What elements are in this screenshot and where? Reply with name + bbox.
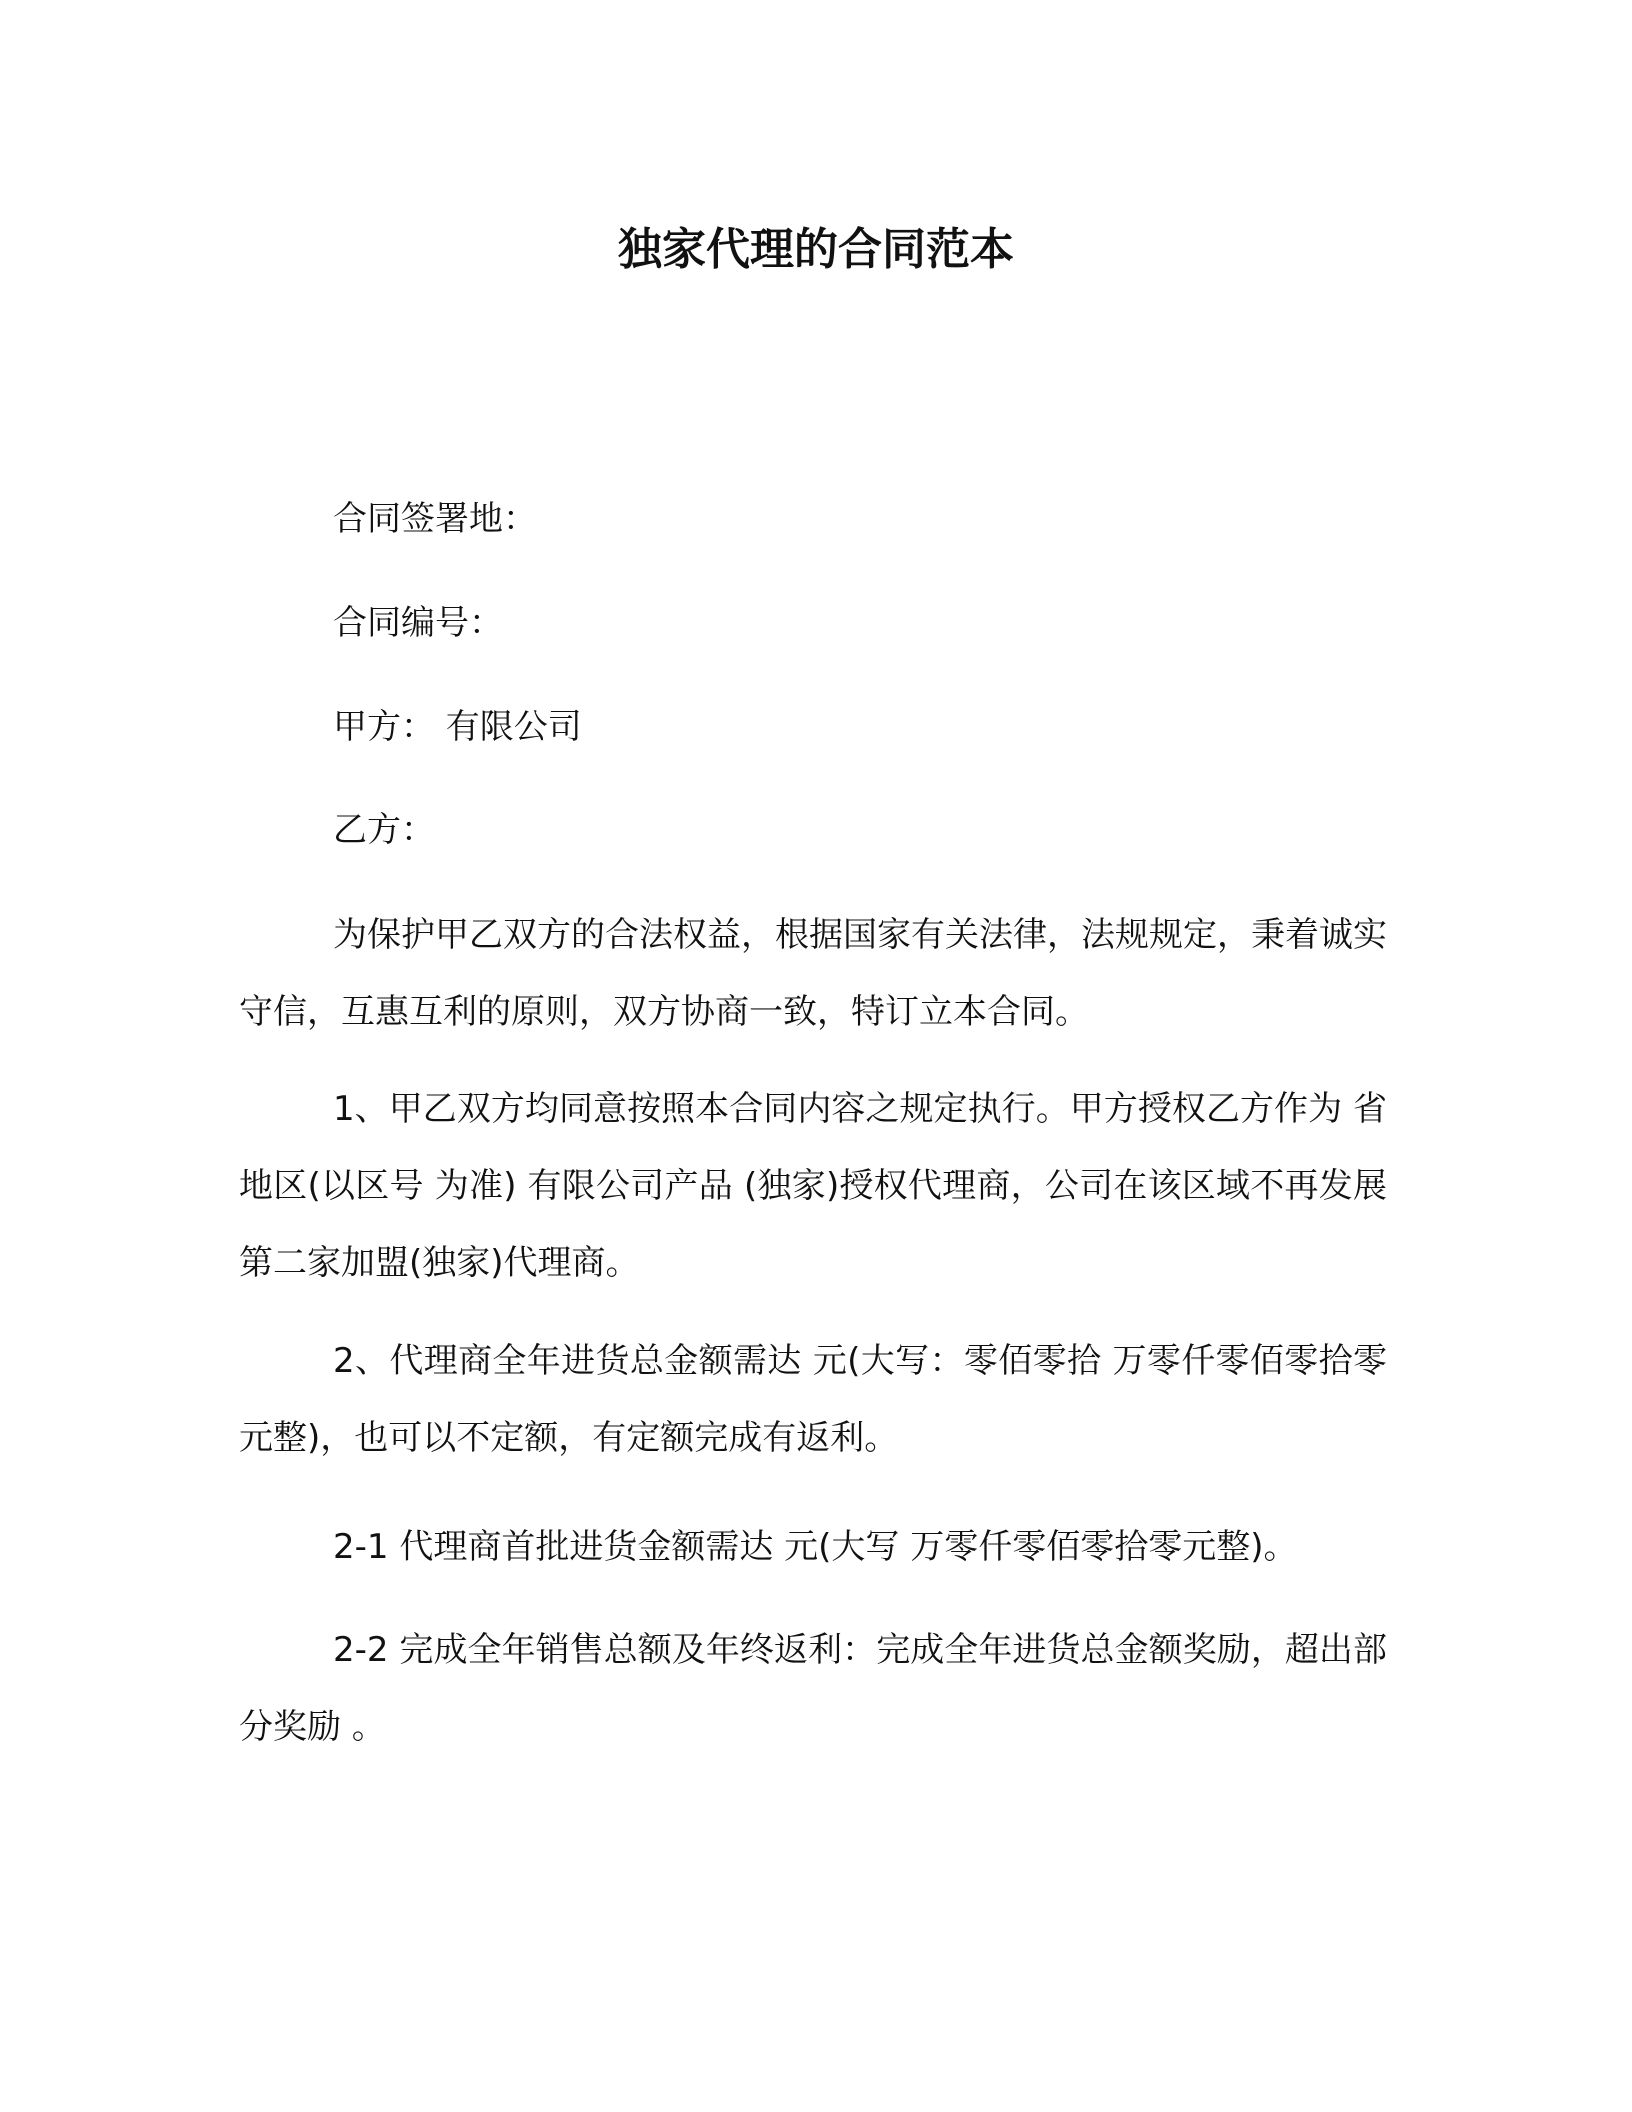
clause-2-2-paragraph: 2-2 完成全年销售总额及年终返利：完成全年进货总金额奖励，超出部分奖励 。: [239, 1630, 1387, 1747]
preamble-paragraph: 为保护甲乙双方的合法权益，根据国家有关法律，法规规定，秉着诚实守信，互惠互利的原则，双方协商一致，特订立本合同。: [239, 915, 1387, 1032]
clause-2-1-paragraph: 2-1 代理商首批进货金额需达 元(大写 万零仟零佰零拾零元整)。: [333, 1527, 1298, 1567]
clause-1-paragraph: 1、甲乙双方均同意按照本合同内容之规定执行。甲方授权乙方作为 省 地区(以区号 为准) 有限公司产品 (独家)授权代理商，公司在该区域不再发展第二家加盟(独家)代理商。: [239, 1089, 1387, 1283]
document-title: 独家代理的合同范本: [618, 224, 1014, 275]
signing-place-field: 合同签署地：: [333, 499, 537, 539]
party-a-field: 甲方： 有限公司: [333, 707, 582, 747]
clause-2-paragraph: 2、代理商全年进货总金额需达 元(大写：零佰零拾 万零仟零佰零拾零元整)，也可以不定额，有定额完成有返利。: [239, 1341, 1387, 1458]
contract-number-field: 合同编号：: [333, 603, 503, 643]
party-b-field: 乙方：: [333, 810, 435, 850]
